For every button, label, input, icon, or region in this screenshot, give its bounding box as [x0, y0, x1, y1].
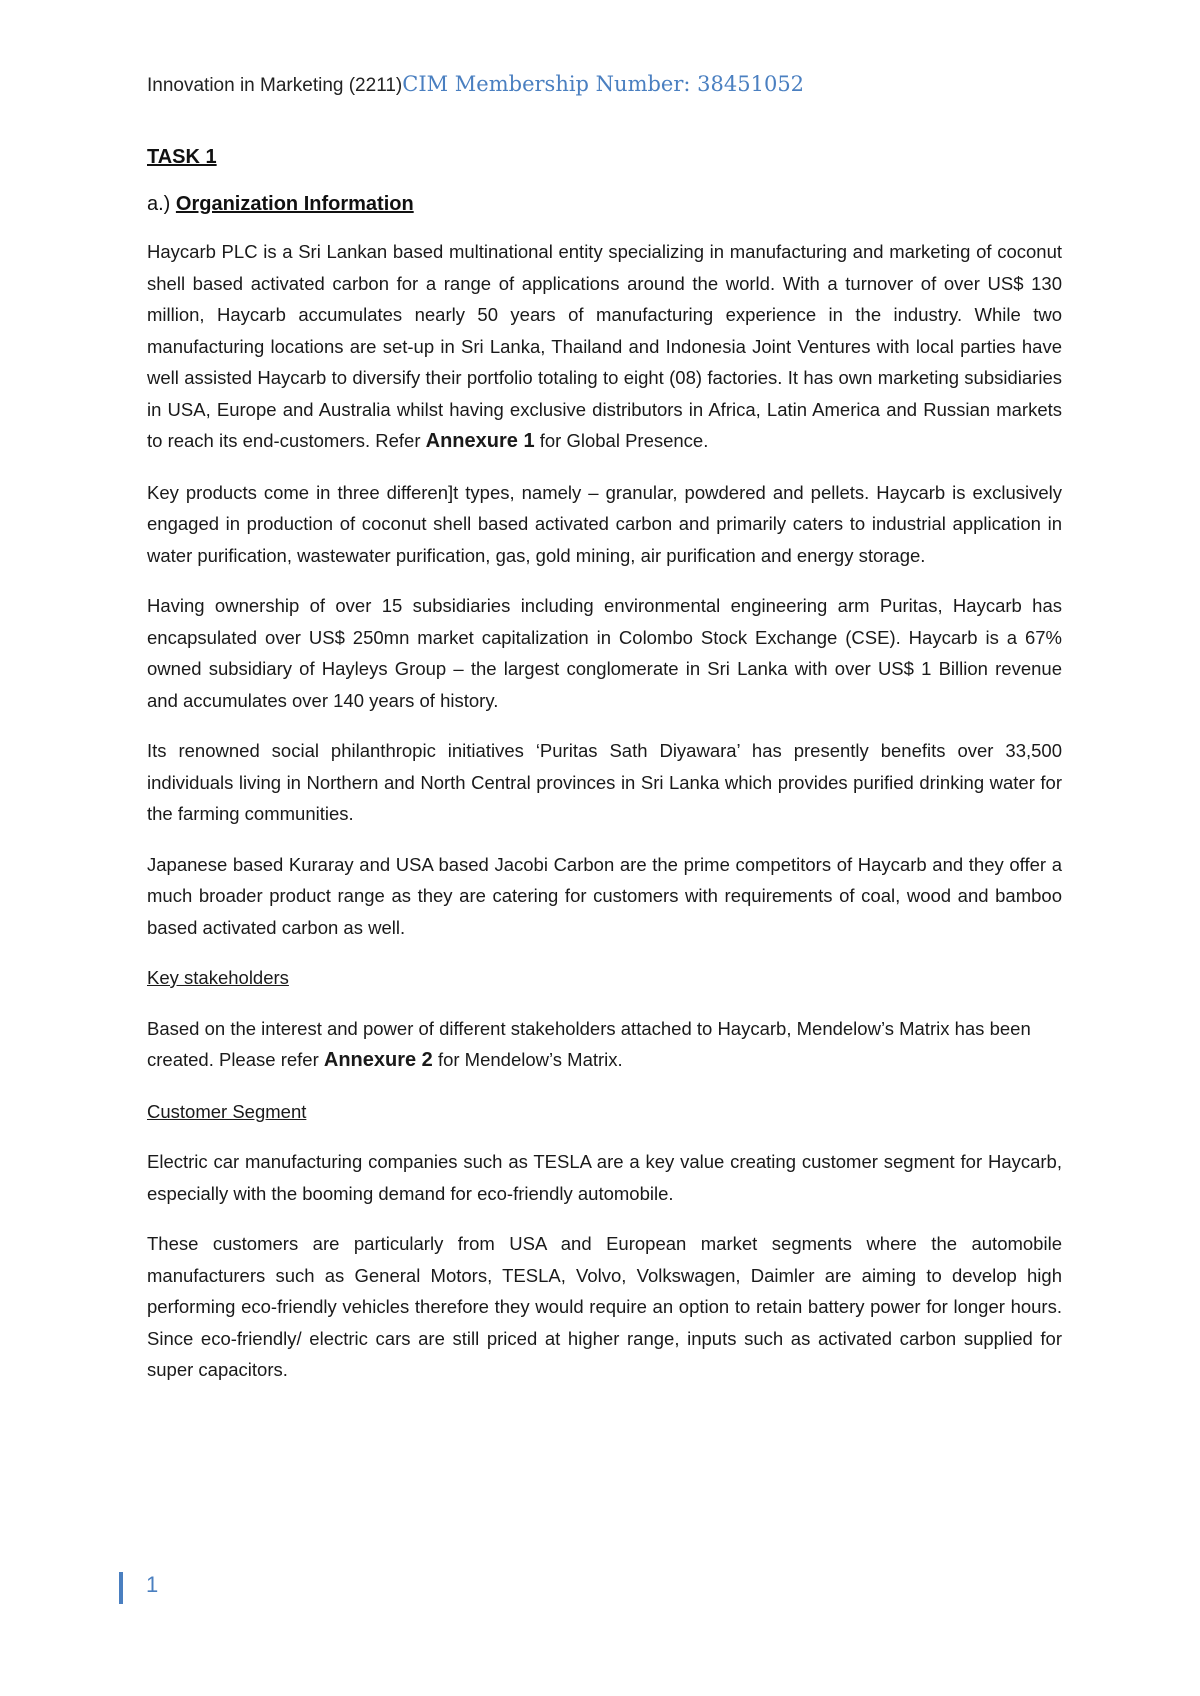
annexure-1-reference: Annexure 1 [425, 430, 535, 452]
paragraph-subsidiaries: Having ownership of over 15 subsidiaries including environmental engineering arm Puritas, Haycarb has encapsulated over US$ 250mn market capitalization in Colombo Stock Exchange (CSE). Haycarb is a 67% owned subsidiary of Hayleys Group – the largest conglomerate in Sri Lanka with over US$ 1 Billion revenue and accumulates over 140 years of history. [147, 595, 1062, 711]
page-header [147, 72, 804, 97]
paragraph-organization-overview [147, 236, 1062, 458]
paragraph-text: for Global Presence. [534, 430, 709, 451]
cim-membership-number: CIM Membership Number: 38451052 [402, 72, 805, 96]
paragraph-customer-segment: Electric car manufacturing companies such as TESLA are a key value creating customer segment for Haycarb, especially with the booming demand for eco-friendly automobile. [147, 1151, 1062, 1204]
document-body [147, 146, 1062, 1405]
paragraph-stakeholders [147, 1013, 1062, 1077]
section-heading-text: Organization Information [175, 193, 414, 215]
paragraph-text: Haycarb PLC is a Sri Lankan based multinational entity specializing in manufacturing and marketing of coconut shell based activated carbon for a range of applications around the world. With a turnover of over US$ 130 million, Haycarb accumulates nearly 50 years of manufacturing experience in the industry. While two manufacturing locations are set-up in Sri Lanka, Thailand and Indonesia Joint Ventures with local parties have well assisted Haycarb to diversify their portfolio totaling to eight (08) factories. It has own marketing subsidiaries in USA, Europe and Australia whilst having exclusive distributors in Africa, Latin America and Russian markets to reach its end-customers. Refer [147, 241, 1062, 451]
paragraph-competitors: Japanese based Kuraray and USA based Jacobi Carbon are the prime competitors of Haycarb and they offer a much broader product range as they are catering for customers with requirements of coal, wood and bamboo based activated carbon as well. [147, 853, 1062, 938]
annexure-2-reference: Annexure 2 [323, 1049, 433, 1071]
section-heading [147, 193, 1062, 216]
customer-segment-heading: Customer Segment [147, 1100, 307, 1122]
paragraph-text: Based on the interest and power of different stakeholders attached to Haycarb, Mendelow’s Matrix has been created. Please refer [147, 1017, 1031, 1070]
paragraph-customer-markets: These customers are particularly from USA and European market segments where the automobile manufacturers such as General Motors, TESLA, Volvo, Volkswagen, Daimler are aiming to develop high performing eco-friendly vehicles therefore they would require an option to retain battery power for longer hours. Since eco-friendly/ electric cars are still priced at higher range, inputs such as activated carbon supplied for super capacitors. [147, 1233, 1062, 1380]
footer-accent-bar [119, 1572, 123, 1604]
paragraph-philanthropy: Its renowned social philanthropic initiatives ‘Puritas Sath Diyawara’ has presently benefits over 33,500 individuals living in Northern and North Central provinces in Sri Lanka which provides purified drinking water for the farming communities. [147, 740, 1062, 824]
course-title: Innovation in Marketing (2211) [147, 75, 403, 96]
page-number: 1 [146, 1572, 159, 1597]
paragraph-text: for Mendelow’s Matrix. [432, 1049, 623, 1070]
section-prefix: a.) [147, 193, 176, 215]
task-title: TASK 1 [147, 146, 217, 168]
key-stakeholders-heading: Key stakeholders [147, 967, 289, 988]
paragraph-key-products: Key products come in three differen]t types, namely – granular, powdered and pellets. Haycarb is exclusively engaged in production of coconut shell based activated carbon and primarily caters to industrial application in water purification, wastewater purification, gas, gold mining, air purification and energy storage. [147, 481, 1062, 566]
